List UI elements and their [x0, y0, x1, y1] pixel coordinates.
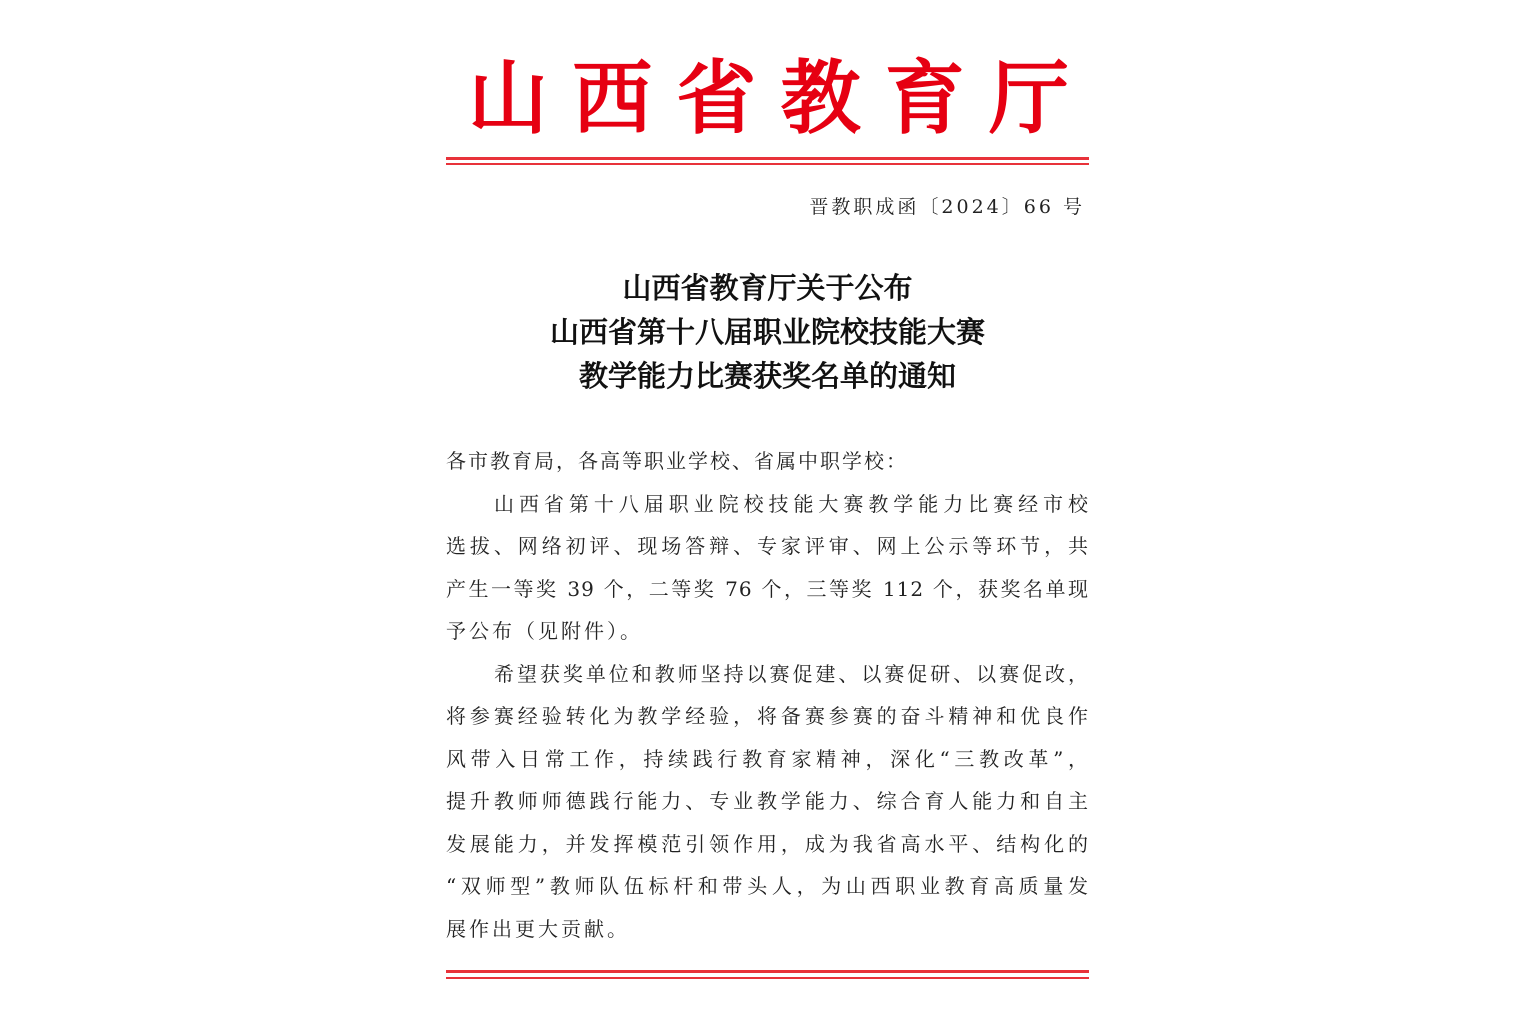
title-line: 山西省教育厅关于公布: [622, 271, 913, 305]
salutation: 各市教育局，各高等职业学校、省属中职学校：: [446, 449, 908, 473]
paragraph-line: 风带入日常工作，持续践行教育家精神，深化“三教改革”，: [446, 746, 1089, 771]
masthead-char: 西: [572, 51, 653, 145]
paragraph-line: 提升教师师德践行能力、专业教学能力、综合育人能力和自主: [446, 789, 1089, 813]
header-red-rule-thick: [446, 157, 1089, 160]
header-red-rule-thin: [446, 163, 1089, 165]
title-line: 山西省第十八届职业院校技能大赛: [549, 315, 985, 349]
masthead-char: 省: [676, 51, 757, 145]
paragraph-line: “双师型”教师队伍标杆和带头人，为山西职业教育高质量发: [446, 874, 1089, 898]
paragraph-line: 将参赛经验转化为教学经验，将备赛参赛的奋斗精神和优良作: [446, 704, 1089, 728]
footer-red-rule-thin: [446, 977, 1089, 979]
document-title: [446, 266, 1089, 398]
document-body: [446, 440, 1089, 950]
paragraph-line: 山西省第十八届职业院校技能大赛教学能力比赛经市校: [494, 491, 1089, 516]
paragraph-line: 予公布（见附件）。: [446, 619, 643, 643]
masthead-char: 厅: [988, 51, 1069, 145]
official-document: [446, 0, 1089, 1024]
document-number: 晋教职成函〔2024〕66 号: [809, 196, 1085, 218]
masthead-title: [446, 48, 1089, 148]
paragraph-line: 发展能力，并发挥模范引领作用，成为我省高水平、结构化的: [446, 831, 1089, 856]
title-line: 教学能力比赛获奖名单的通知: [578, 359, 956, 393]
footer-red-rule-thick: [446, 970, 1089, 973]
paragraph-line: 展作出更大贡献。: [446, 916, 630, 941]
paragraph-line: 选拔、网络初评、现场答辩、专家评审、网上公示等环节，共: [446, 534, 1089, 558]
masthead-char: 教: [780, 51, 861, 145]
masthead-char: 山: [468, 51, 548, 145]
paragraph-line: 产生一等奖 39 个，二等奖 76 个，三等奖 112 个，获奖名单现: [446, 576, 1089, 601]
masthead-char: 育: [884, 51, 965, 145]
paragraph-line: 希望获奖单位和教师坚持以赛促建、以赛促研、以赛促改，: [494, 661, 1089, 686]
